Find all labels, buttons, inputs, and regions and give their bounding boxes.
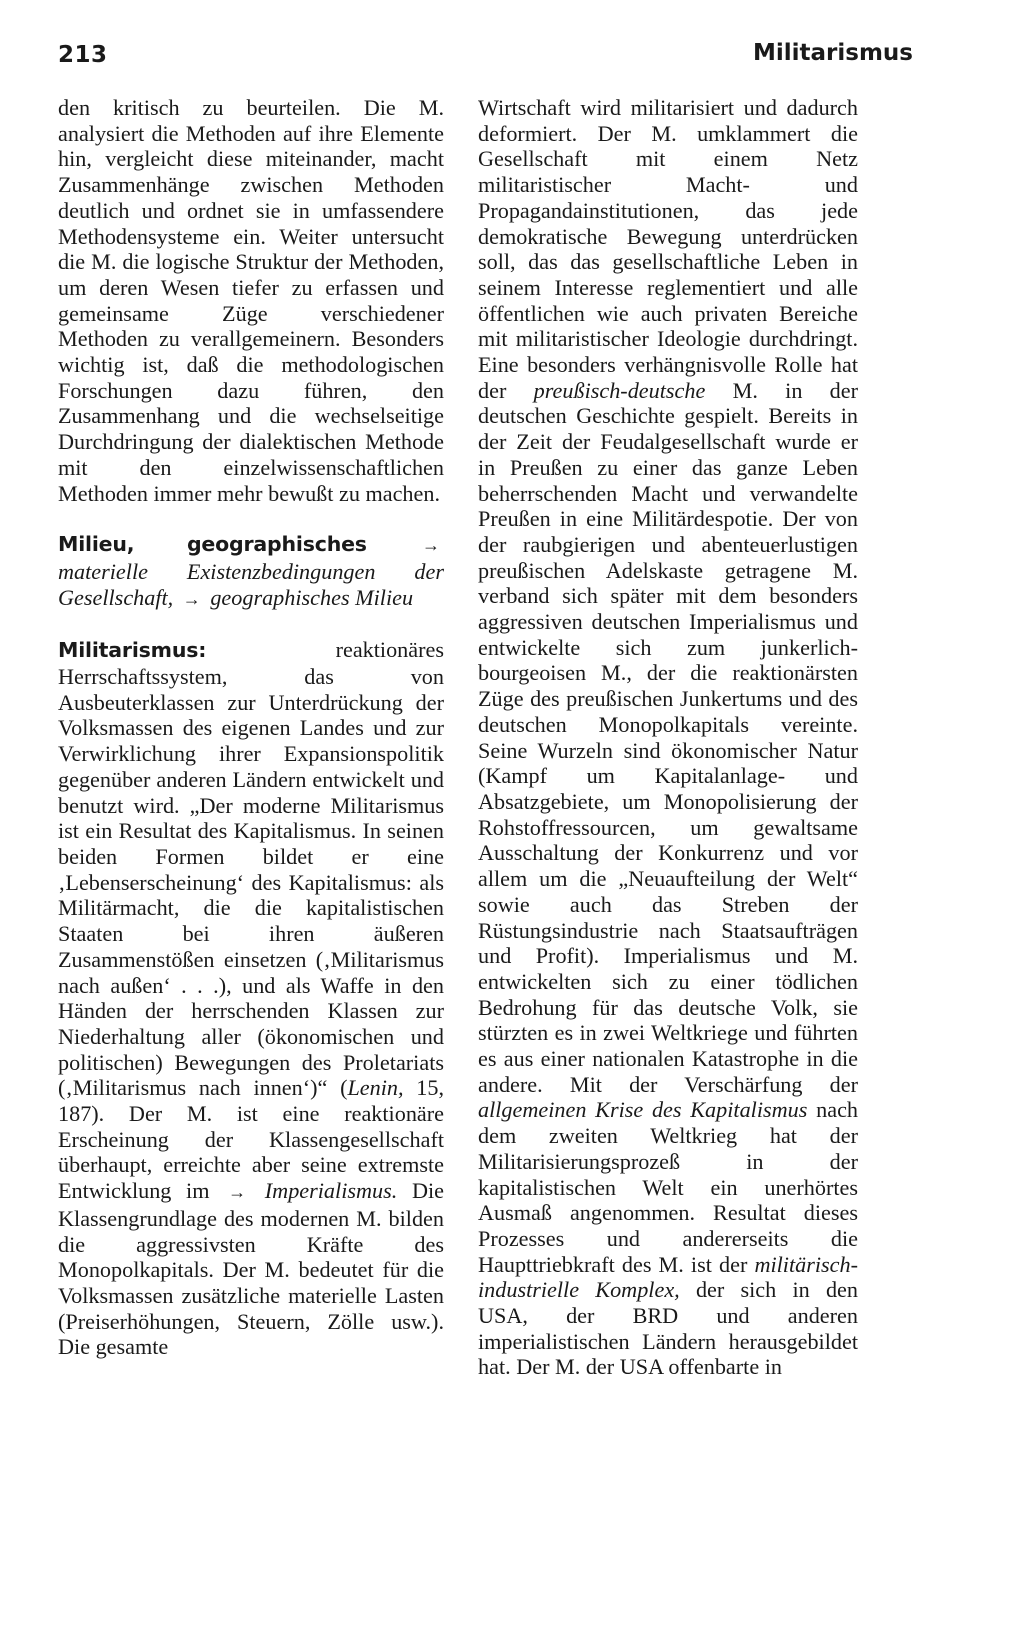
left-column <box>58 95 444 1360</box>
entry-text: der sich in den USA, der BRD und anderen imperialistischen Ländern herausgebildet hat. Der M. der USA offenbarte in <box>478 1277 858 1380</box>
entry-text: Die Klassengrundlage des modernen M. bilden die aggressivsten Kräfte des Monopolkapitals. Der M. bedeutet für die Volksmassen zusätzliche materielle Lasten (Preiserhöhungen, Steuern, Zölle usw.). Die gesamte <box>58 1178 444 1360</box>
right-column <box>478 95 858 1380</box>
entry-text: Wirtschaft wird militarisiert und dadurch deformiert. Der M. umklammert die Gesellschaft mit einem Netz militaristischer Macht- und Propagandainstitutionen, das jede demokratische Bewegung unterdrücken soll, das das gesellschaftliche Leben in seinem Interesse reglementiert und alle öffentlichen wie auch privaten Bereiche mit militaristischer Ideologie durchdringt. Eine besonders verhängnisvolle Rolle hat der <box>478 95 858 403</box>
arrow-icon: → <box>182 588 201 609</box>
entry-text: nach dem zweiten Weltkrieg hat der Militarisierungsprozeß in der kapitalistischen Welt ein unerhörtes Ausmaß angenommen. Resultat dieses Prozesses und andererseits die Haupttriebkraft des M. ist der <box>478 1097 859 1277</box>
entry-militarismus <box>58 637 444 1360</box>
cross-reference-link[interactable]: Imperialismus. <box>264 1178 398 1204</box>
paragraph-militarismus-continued <box>478 95 858 1380</box>
arrow-icon: → <box>228 1182 247 1203</box>
entry-text: M. in der deutschen Geschichte gespielt. Bereits in der Zeit der Feudalgesellschaft wurde er in Preußen zu einer das ganze Leben beherrschenden Macht und verwandelte Preußen in eine Militärdespotie. Der von der raubgierigen und abenteuerlustigen preußischen Adelskaste getragene M. verband sich später mit dem besonders aggressiven deutschen Imperialismus und entwickelte sich zum junkerlich-bourgeoisen M., der die reaktionärsten Züge des preußischen Junkertums und des deutschen Monopolkapitals vereinte. Seine Wurzeln sind ökonomischer Natur (Kampf um Kapitalanlage- und Absatzgebiete, um Monopolisierung der Rohstoffressourcen, um gewaltsame Ausschaltung der Konkurrenz und vor allem um die „Neuaufteilung der Welt“ sowie auch das Streben der Rüstungsindustrie nach Staatsaufträgen und Profit). Imperialismus und M. entwickelten sich zu einer tödlichen Bedrohung für das deutsche Volk, sie stürzten es in zwei Weltkriege und führten es aus einer nationalen Katastrophe in die andere. Mit der Verschärfung der <box>478 377 859 1097</box>
cross-reference-term[interactable]: allgemeinen Krise des Kapitalismus <box>478 1097 808 1123</box>
cross-reference-term[interactable]: militärisch-industrielle Komplex, <box>478 1251 858 1303</box>
arrow-icon: → <box>422 535 440 556</box>
entry-heading-milieu: Milieu, geographisches <box>58 532 367 557</box>
entry-text: 15, 187). Der M. ist eine reaktionäre Erscheinung der Klassengesellschaft überhaupt, erreichte aber seine extremste Entwicklung im <box>58 1075 444 1204</box>
page-number: 213 <box>58 42 108 68</box>
entry-heading-militarismus: Militarismus: <box>58 638 207 663</box>
paragraph-methodologie-end: den kritisch zu beurteilen. Die M. analysiert die Methoden auf ihre Elemente hin, vergleicht diese miteinander, macht Zusammenhänge zwischen Methoden deutlich und ordnet sie in umfassendere Methodensysteme ein. Weiter untersucht die M. die logische Struktur der Methoden, um deren Wesen tiefer zu erfassen und gemeinsame Züge verschiedener Methoden zu verallgemeinern. Besonders wichtig ist, daß die methodologischen Forschungen dazu führen, den Zusammenhang und die wechselseitige Durchdringung der dialektischen Methode mit den einzelwissenschaftlichen Methoden immer mehr bewußt zu machen. <box>58 95 444 506</box>
cross-reference-link[interactable]: materielle Existenzbedingungen der Gesellschaft, <box>58 558 444 610</box>
entry-text: reaktionäres Herrschaftssystem, das von Ausbeuterklassen zur Unterdrückung der Volksmassen des eigenen Landes und zur Verwirklichung ihrer Expansionspolitik gegenüber anderen Ländern entwickelt und benutzt wird. „Der moderne Militarismus ist ein Resultat des Kapitalismus. In seinen beiden Formen bildet er eine ‚Lebenserscheinung‘ des Kapitalismus: als Militärmacht, die die kapitalistischen Staaten bei ihren äußeren Zusammenstößen einsetzen (‚Militarismus nach außen‘ . . .), und als Waffe in den Händen der herrschenden Klassen zur Niederhaltung aller (ökonomischen und politischen) Bewegungen des Proletariats (‚Militarismus nach innen‘)“ ( <box>58 637 444 1101</box>
cross-reference-term[interactable]: preußisch-deutsche <box>533 377 706 403</box>
entry-milieu <box>58 531 444 612</box>
running-head: Militarismus <box>752 40 913 66</box>
citation-author: Lenin, <box>347 1075 404 1101</box>
cross-reference-link[interactable]: geographisches Milieu <box>210 584 414 610</box>
